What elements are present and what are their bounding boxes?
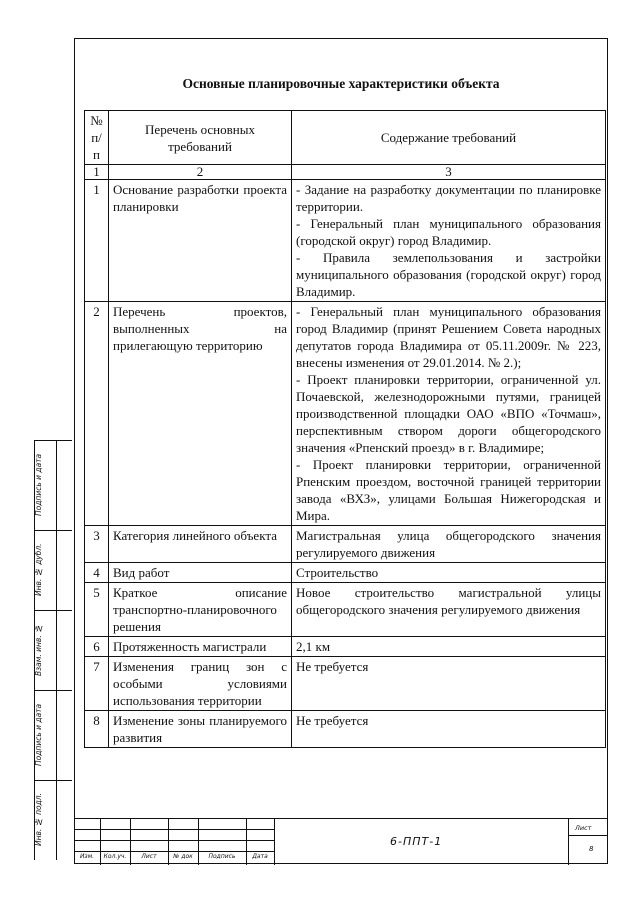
side-label-inv-podl: Инв. № подл. [34,793,43,847]
header-num: № п/п [85,111,109,165]
requirement-content [292,180,606,302]
requirement-name: Перечень проектов, выполненных на прилегающую территорию [109,302,292,526]
requirement-name: Изменения границ зон с особыми условиями использования территории [109,657,292,711]
content-paragraph: - Проект планировки территории, ограниченной ул. Почаевской, железнодорожными путями, границей производственной площадки ОАО «ВПО «Точмаш», перспективным створом дороги общегородского значения «Рпенский проезд» в г. Владимире; [296,372,601,455]
table-row [85,180,606,302]
table-row [85,637,606,657]
side-label-vzam-inv: Взам. инв. № [34,623,43,677]
requirement-name: Протяженность магистрали [109,637,292,657]
content-paragraph: 2,1 км [296,639,331,654]
stamp-caption-list: Лист [141,853,157,860]
content-paragraph: - Генеральный план муниципального образования город Владимир (принят Решением Совета народных депутатов города Владимира от 05.11.2009г. № 223, внесены изменения от 29.01.2014. № 2.); [296,304,601,370]
stamp-caption-doc: № док [173,853,193,860]
table-row [85,711,606,748]
content-paragraph: Новое строительство магистральной улицы общегородского значения регулируемого движения [296,585,601,617]
requirements-table [84,110,606,748]
row-number: 3 [85,526,109,563]
content-paragraph: - Генеральный план муниципального образования (городской округ) город Владимир. [296,216,601,248]
table-row [85,583,606,637]
row-number: 1 [85,180,109,302]
row-number: 5 [85,583,109,637]
table-row [85,302,606,526]
stamp-caption-kol-uch: Кол.уч. [103,853,127,860]
content-paragraph: Не требуется [296,659,369,674]
content-paragraph: - Проект планировки территории, ограниченной Рпенским проездом, восточной границей территории завода «ВХЗ», улицами Большая Нижегородская и Мира. [296,457,601,523]
title-block [74,818,608,865]
header-content: Содержание требований [292,111,606,165]
column-number: 1 [85,165,109,180]
stamp-caption-izm: Изм. [79,853,95,860]
header-list: Перечень основных требований [109,111,292,165]
row-number: 4 [85,563,109,583]
row-number: 6 [85,637,109,657]
requirement-content [292,657,606,711]
table-row [85,657,606,711]
side-label-signature-date-2: Подпись и дата [34,703,43,767]
sheet-caption: Лист [575,824,592,832]
requirement-content [292,711,606,748]
side-stamp [34,440,72,860]
content-paragraph: - Правила землепользования и застройки муниципального образования (городской округ) город Владимир. [296,250,601,299]
table-row [85,526,606,563]
content-paragraph: - Задание на разработку документации по планировке территории. [296,182,601,214]
side-label-signature-date: Подпись и дата [34,453,43,517]
document-title: Основные планировочные характеристики объекта [182,76,500,91]
requirement-content [292,302,606,526]
requirement-content [292,583,606,637]
requirement-name: Изменение зоны планируемого развития [109,711,292,748]
table-header-row [85,111,606,165]
document-code: 6-ППТ-1 [390,835,443,848]
requirement-content [292,637,606,657]
side-label-inv-dubl: Инв. № дубл. [34,543,43,597]
row-number: 8 [85,711,109,748]
content-paragraph: Магистральная улица общегородского значения регулируемого движения [296,528,601,560]
requirement-name: Категория линейного объекта [109,526,292,563]
content-paragraph: Строительство [296,565,379,580]
requirement-content [292,563,606,583]
column-number: 2 [109,165,292,180]
table-row [85,563,606,583]
requirement-name: Основание разработки проекта планировки [109,180,292,302]
row-number: 2 [85,302,109,526]
stamp-caption-signature: Подпись [208,853,236,860]
requirement-name: Вид работ [109,563,292,583]
requirement-name: Краткое описание транспортно-планировочного решения [109,583,292,637]
row-number: 7 [85,657,109,711]
content-paragraph: Не требуется [296,713,369,728]
column-number-row [85,165,606,180]
sheet-number: 8 [589,845,594,853]
stamp-caption-date: Дата [252,853,268,860]
requirement-content [292,526,606,563]
column-number: 3 [292,165,606,180]
